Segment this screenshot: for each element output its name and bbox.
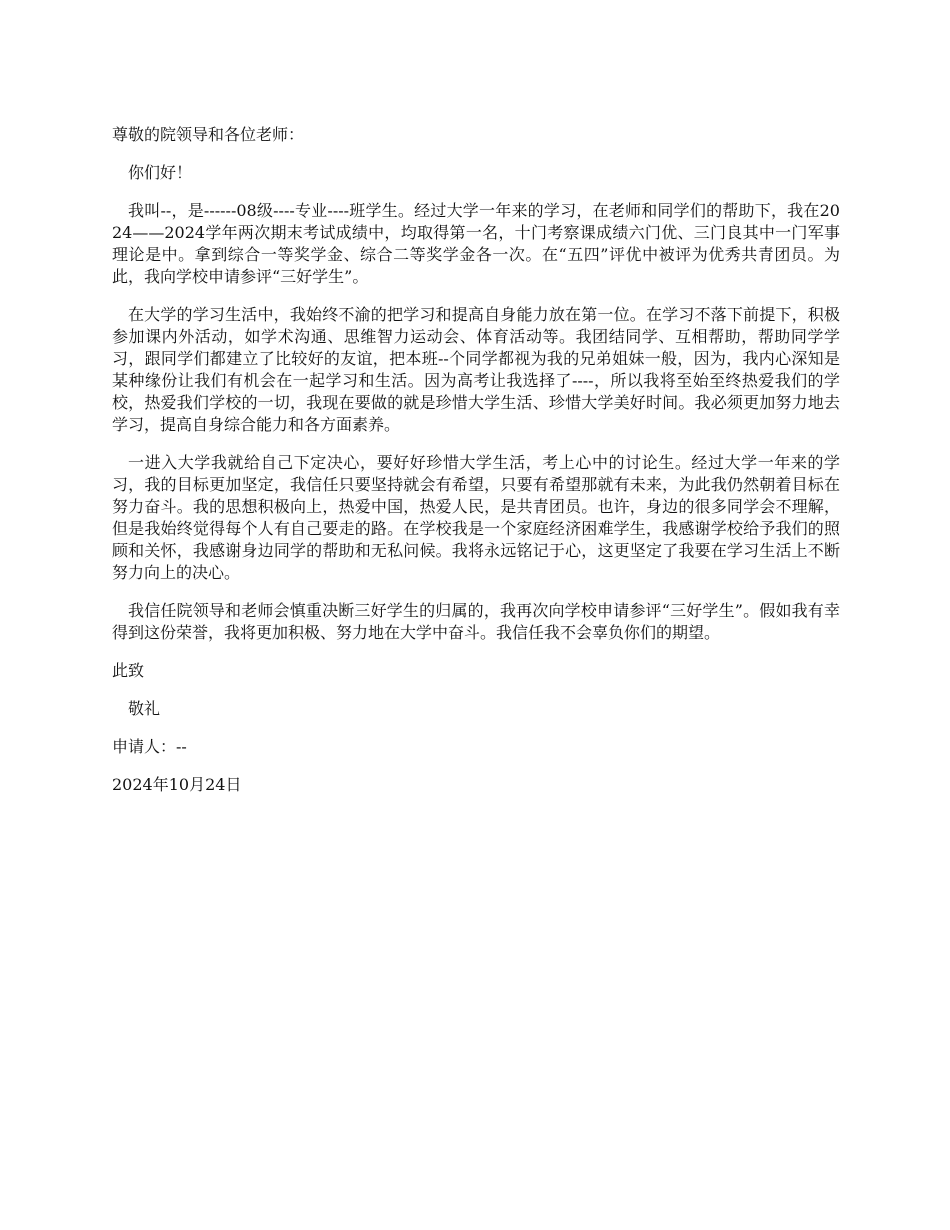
letter-regards: 敬礼 [128,699,161,718]
letter-salutation: 尊敬的院领导和各位老师： [112,125,305,144]
application-letter [112,124,840,812]
letter-applicant: 申请人：-- [112,737,187,756]
letter-closing: 此致 [112,661,145,680]
letter-date: 2024年10月24日 [112,775,242,794]
letter-paragraph-3: 一进入大学我就给自己下定决心，要好好珍惜大学生活，考上心中的讨论生。经过大学一年来的学习，我的目标更加坚定，我信任只要坚持就会有希望，只要有希望那就有未来，为此我仍然朝着目标在努力奋斗。我的思想积极向上，热爱中国，热爱人民，是共青团员。也许，身边的很多同学会不理解，但是我始终觉得每个人有自己要走的路。在学校我是一个家庭经济困难学生，我感谢学校给予我们的照顾和关怀，我感谢身边同学的帮助和无私问候。我将永远铭记于心，这更坚定了我要在学习生活上不断努力向上的决心。 [112,453,840,582]
letter-paragraph-1: 我叫--，是------08级----专业----班学生。经过大学一年来的学习，在老师和同学们的帮助下，我在2024——2024学年两次期末考试成绩中，均取得第一名，十门考察课成绩六门优、三门良其中一门军事理论是中。拿到综合一等奖学金、综合二等奖学金各一次。在“五四”评优中被评为优秀共青团员。为此，我向学校申请参评“三好学生”。 [112,201,840,286]
letter-greeting: 你们好！ [128,163,193,182]
letter-paragraph-2: 在大学的学习生活中，我始终不渝的把学习和提高自身能力放在第一位。在学习不落下前提下，积极参加课内外活动，如学术沟通、思维智力运动会、体育活动等。我团结同学、互相帮助，帮助同学学习，跟同学们都建立了比较好的友谊，把本班--个同学都视为我的兄弟姐妹一般，因为，我内心深知是某种缘份让我们有机会在一起学习和生活。因为高考让我选择了----，所以我将至始至终热爱我们的学校，热爱我们学校的一切，我现在要做的就是珍惜大学生活、珍惜大学美好时间。我必须更加努力地去学习，提高自身综合能力和各方面素养。 [112,305,840,434]
letter-paragraph-4: 我信任院领导和老师会慎重决断三好学生的归属的，我再次向学校申请参评“三好学生”。假如我有幸得到这份荣誉，我将更加积极、努力地在大学中奋斗。我信任我不会辜负你们的期望。 [112,601,840,642]
